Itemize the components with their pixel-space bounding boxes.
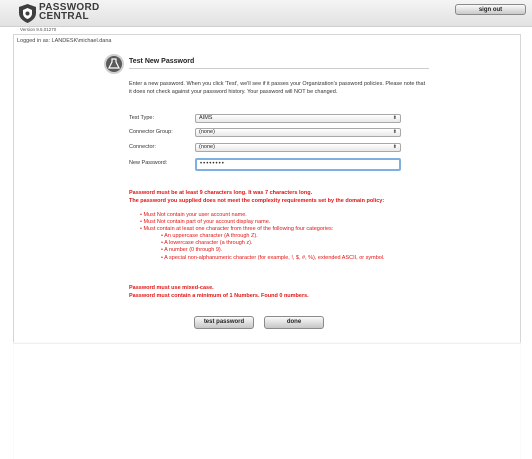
logo-line-1: PASSWORD	[39, 2, 100, 13]
list-item: • Must Not contain your user account name.	[140, 212, 247, 218]
test-type-value: AIMS	[199, 115, 213, 121]
connector-group-value: (none)	[199, 129, 215, 135]
connector-label: Connector:	[129, 144, 156, 150]
logo-line-2: CENTRAL	[39, 11, 89, 22]
app-logo-text	[39, 3, 100, 21]
flask-icon	[104, 54, 124, 74]
done-button[interactable]: done	[264, 316, 324, 329]
reflection-panel	[13, 342, 521, 459]
version-label: Version 9.5.01270	[20, 27, 57, 32]
list-item: • A number (0 through 9).	[161, 247, 223, 254]
select-arrows-icon: ⬍	[392, 129, 397, 135]
connector-value: (none)	[199, 144, 215, 150]
connector-select[interactable]	[195, 143, 401, 152]
error-categories-list	[161, 233, 431, 262]
list-item: • Must contain at least one character from three of the following four categories:	[140, 226, 334, 233]
page-title: Test New Password	[129, 58, 195, 65]
error-mixed-case: Password must use mixed-case.	[129, 285, 214, 291]
error-length: Password must be at least 9 characters long. It was 7 characters long.	[129, 190, 313, 196]
shield-logo-icon	[19, 4, 36, 23]
error-complexity: The password you supplied does not meet the complexity requirements set by the domain policy:	[129, 198, 385, 204]
error-rules-list	[140, 212, 440, 234]
new-password-label: New Password:	[129, 160, 168, 166]
test-password-button[interactable]: test password	[194, 316, 254, 329]
test-type-select[interactable]	[195, 114, 401, 123]
app-header	[0, 0, 532, 27]
title-divider	[129, 68, 429, 69]
intro-text: Enter a new password. When you click 'Test', we'll see if it passes your Organization's password policies. Please note that it does not check against your password history. Your password will NOT be changed.	[129, 81, 426, 95]
list-item: • A special non-alphanumeric character (for example, !, $, #, %), extended ASCII, or symbol.	[161, 254, 385, 261]
list-item: • A lowercase character (a through z).	[161, 240, 253, 247]
logged-in-label: Logged in as: LANDESK\michael.dana	[17, 38, 112, 44]
error-numbers: Password must contain a minimum of 1 Numbers. Found 0 numbers.	[129, 293, 309, 299]
list-item: • An uppercase character (A through Z).	[161, 233, 258, 239]
test-type-label: Test Type:	[129, 115, 154, 121]
new-password-input[interactable]: ••••••••	[195, 158, 401, 171]
connector-group-label: Connector Group:	[129, 129, 173, 135]
sign-out-button[interactable]: sign out	[455, 4, 526, 15]
list-item: • Must Not contain part of your account display name.	[140, 219, 271, 226]
select-arrows-icon: ⬍	[392, 144, 397, 150]
select-arrows-icon: ⬍	[392, 115, 397, 121]
mirror-reflection	[0, 342, 532, 459]
connector-group-select[interactable]	[195, 128, 401, 137]
